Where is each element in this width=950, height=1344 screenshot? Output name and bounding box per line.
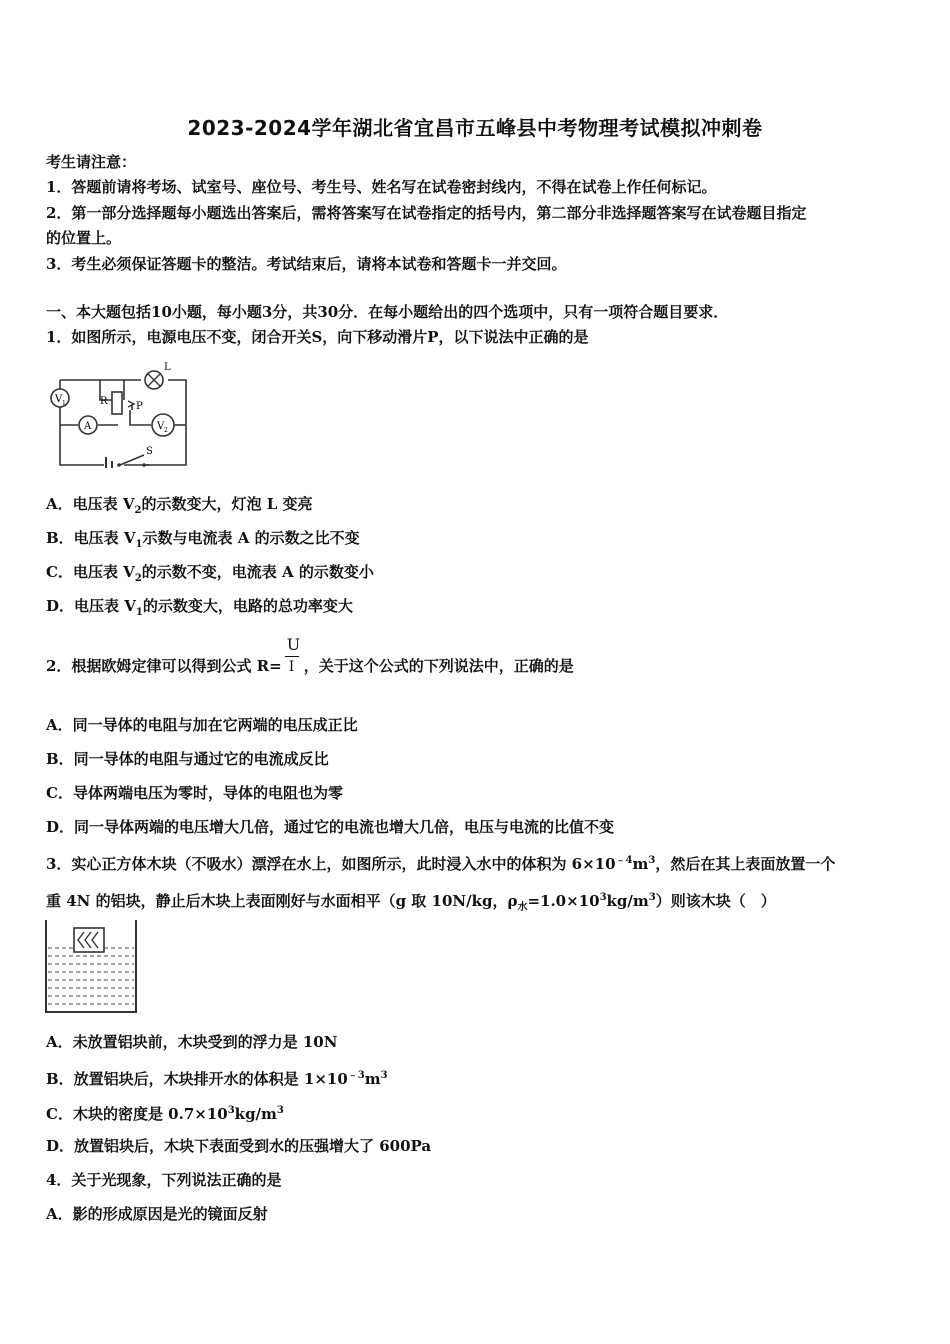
question-3-option-d: D．放置铝块后，木块下表面受到水的压强增大了 600Pa <box>46 1137 432 1155</box>
question-1-option-c: C．电压表 $V_2$的示数不变，电流表 A 的示数变小 <box>46 563 374 584</box>
section-heading: 一、本大题包括10小题，每小题3分，共30分．在每小题给出的四个选项中，只有一项符合题目要求． <box>46 303 729 321</box>
question-2-option-c: C．导体两端电压为零时，导体的电阻也为零 <box>46 784 343 802</box>
notice-heading: 考生请注意： <box>46 153 137 171</box>
notice-item: 1．答题前请将考场、试室号、座位号、考生号、姓名写在试卷密封线内，不得在试卷上作任何标记。 <box>46 178 717 196</box>
question-1-option-d: D．电压表 $V_1$的示数变大，电路的总功率变大 <box>46 597 353 618</box>
question-2-option-a: A．同一导体的电阻与加在它两端的电压成正比 <box>46 716 358 734</box>
label-A: A <box>84 421 92 432</box>
question-4-option-a: A．影的形成原因是光的镜面反射 <box>46 1205 268 1223</box>
label-S: S <box>146 446 153 457</box>
label-R: R <box>100 396 108 407</box>
question-2-stem: 2．根据欧姆定律可以得到公式 R= $\frac{U}{I}$ ，关于这个公式的下列说法中，正确的是 <box>46 635 574 675</box>
fraction-u-over-i: $\frac{U}{I}$ <box>286 635 301 675</box>
question-3-stem-line1: 3．实心正方体木块（不吸水）漂浮在水上，如图所示，此时浸入水中的体积为 $6\times 10^{﹣4}m^3$，然后在其上表面放置一个 <box>46 855 836 873</box>
label-V1-sub: 1 <box>62 400 66 407</box>
question-3-option-a: A．未放置铝块前，木块受到的浮力是 10N <box>46 1033 338 1051</box>
label-V1: V <box>55 394 63 405</box>
question-1-stem: 1．如图所示，电源电压不变，闭合开关S，向下移动滑片P，以下说法中正确的是 <box>46 328 589 346</box>
question-2-option-d: D．同一导体两端的电压增大几倍，通过它的电流也增大几倍，电压与电流的比值不变 <box>46 818 615 836</box>
question-3-stem-line2: 重 4N 的铝块，静止后木块上表面刚好与水面相平（g 取 10N/kg，$\rho_水=1.0\times 10^3kg/m^3$）则该木块（ ） <box>46 892 776 913</box>
page-title: 2023-2024学年湖北省宜昌市五峰县中考物理考试模拟冲刺卷 <box>187 116 763 140</box>
notice-item: 2．第一部分选择题每小题选出答案后，需将答案写在试卷指定的括号内，第二部分非选择题答案写在试卷题目指定 <box>46 204 807 222</box>
resistor-symbol <box>112 392 122 414</box>
question-2-option-b: B．同一导体的电阻与通过它的电流成反比 <box>46 750 329 768</box>
floating-block-diagram <box>44 918 140 1014</box>
question-4-stem: 4．关于光现象，下列说法正确的是 <box>46 1171 282 1189</box>
notice-item: 的位置上。 <box>46 229 122 247</box>
label-V2-sub: 2 <box>164 427 168 434</box>
label-V2: V <box>157 421 165 432</box>
question-3-option-c: C．木块的密度是 $0.7\times 10^3kg/m^3$ <box>46 1105 284 1123</box>
question-1-option-a: A．电压表 $V_2$的示数变大，灯泡 L 变亮 <box>46 495 313 516</box>
notice-item: 3．考生必须保证答题卡的整洁。考试结束后，请将本试卷和答题卡一并交回。 <box>46 255 567 273</box>
circuit-diagram <box>46 358 196 468</box>
label-L: L <box>164 362 171 373</box>
battery-symbol <box>106 457 112 468</box>
label-P: P <box>136 401 143 412</box>
question-1-option-b: B．电压表 $V_1$示数与电流表 A 的示数之比不变 <box>46 529 360 550</box>
question-3-option-b: B．放置铝块后，木块排开水的体积是 $1\times 10^{﹣3}m^3$ <box>46 1070 388 1088</box>
